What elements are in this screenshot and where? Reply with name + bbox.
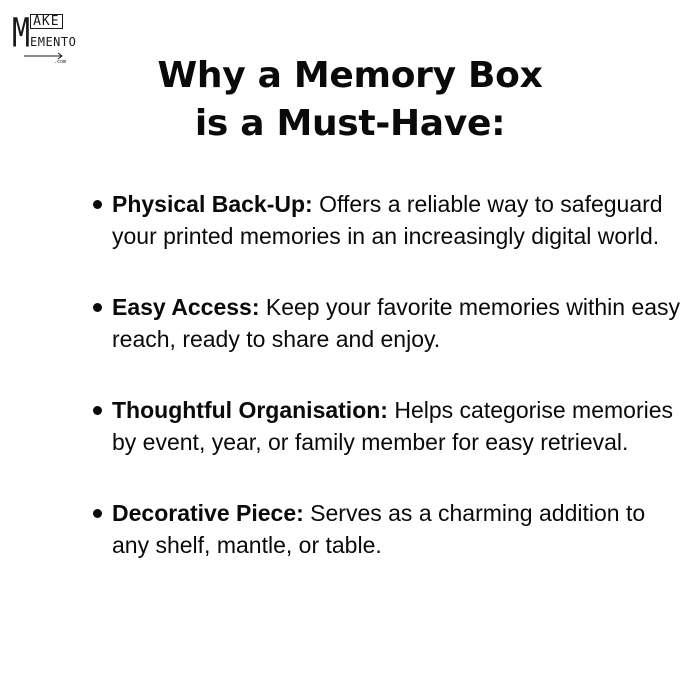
bullet-text: Serves as a charming addition to any shelf, mantle, or table.: [112, 500, 646, 558]
bullet-text: Helps categorise memories by event, year, or family member for easy retrieval.: [112, 397, 674, 455]
title-line-1: Why a Memory Box: [157, 55, 543, 96]
logo-second-line: EMENTO: [30, 35, 77, 49]
bullet-text: Offers a reliable way to safeguard your printed memories in an increasingly digital world.: [112, 191, 663, 249]
page-title: [0, 52, 700, 148]
bullet-dot-icon: [93, 406, 102, 415]
list-item-decorative-piece: [92, 497, 682, 561]
bullet-dot-icon: [93, 509, 102, 518]
benefits-list: [92, 188, 682, 600]
logo-big-letter: M: [12, 9, 30, 58]
bullet-term: Thoughtful Organisation:: [112, 397, 388, 423]
bullet-term: Decorative Piece:: [112, 500, 304, 526]
logo-domain-suffix: .com: [54, 59, 67, 65]
bullet-dot-icon: [93, 303, 102, 312]
list-item-thoughtful-organisation: [92, 394, 682, 458]
list-item-physical-backup: [92, 188, 682, 252]
title-line-2: is a Must-Have:: [194, 103, 506, 144]
list-item-easy-access: [92, 291, 682, 355]
logo-boxed-text: AKE: [30, 14, 62, 29]
bullet-text: Keep your favorite memories within easy reach, ready to share and enjoy.: [112, 294, 681, 352]
bullet-dot-icon: [93, 200, 102, 209]
bullet-term: Easy Access:: [112, 294, 260, 320]
bullet-term: Physical Back-Up:: [112, 191, 313, 217]
